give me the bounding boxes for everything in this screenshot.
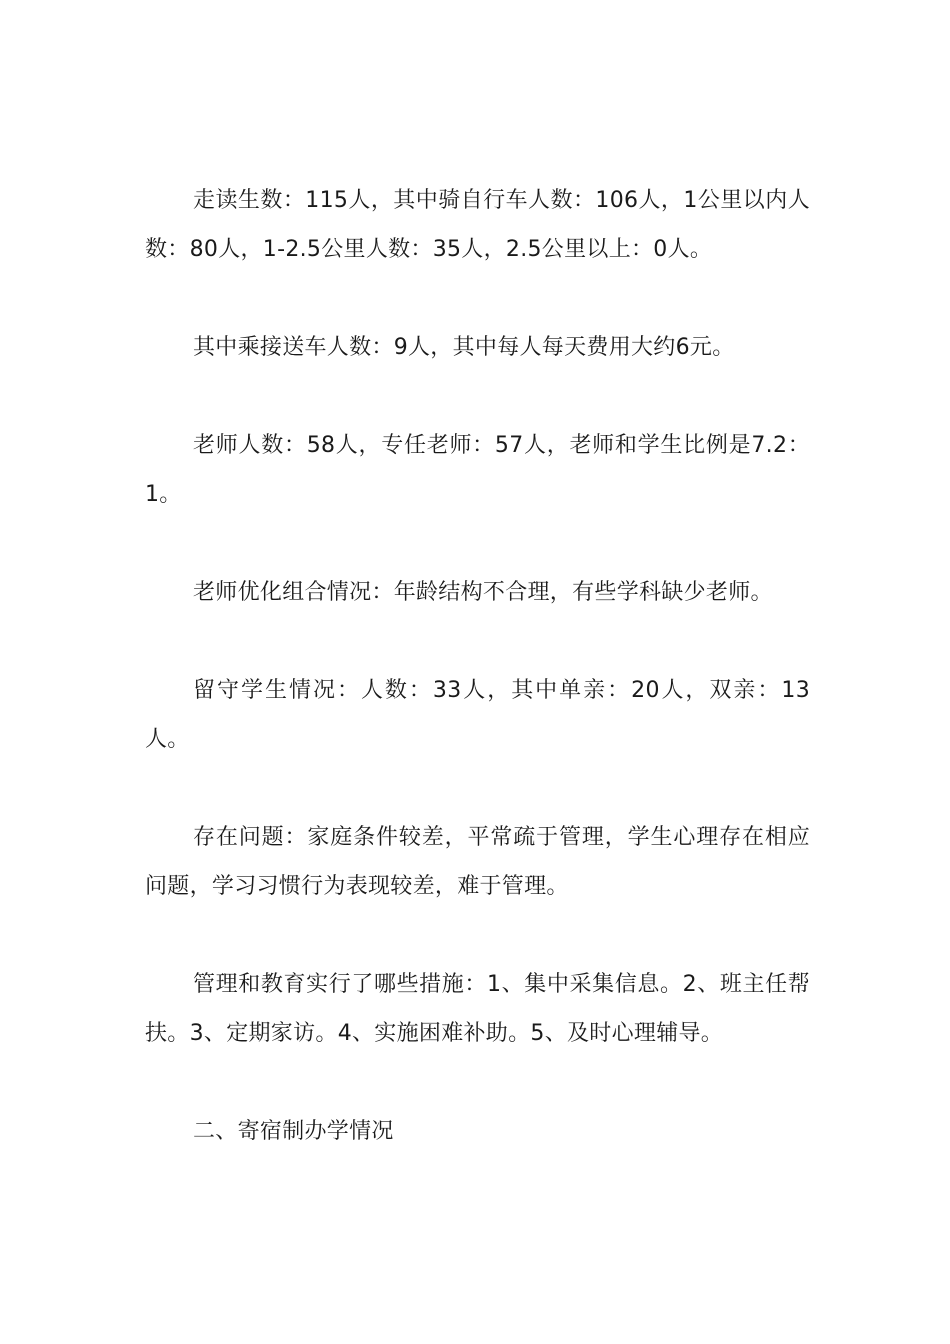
section-heading-boarding: 二、寄宿制办学情况	[193, 1119, 394, 1144]
paragraph-teacher-count: 老师人数：58人，专任老师：57人，老师和学生比例是7.2：1。	[145, 433, 810, 507]
paragraph-teacher-structure: 老师优化组合情况：年龄结构不合理，有些学科缺少老师。	[193, 580, 773, 605]
document-body	[145, 176, 810, 1205]
paragraph-shuttle-bus: 其中乘接送车人数：9人，其中每人每天费用大约6元。	[193, 335, 735, 360]
paragraph-left-behind-students: 留守学生情况：人数：33人，其中单亲：20人，双亲：13人。	[145, 678, 810, 752]
paragraph-day-students: 走读生数：115人，其中骑自行车人数：106人，1公里以内人数：80人，1-2.5公里人数：35人，2.5公里以上：0人。	[145, 188, 810, 262]
paragraph-management-measures: 管理和教育实行了哪些措施：1、集中采集信息。2、班主任帮扶。3、定期家访。4、实施困难补助。5、及时心理辅导。	[145, 972, 810, 1046]
paragraph-existing-problems: 存在问题：家庭条件较差，平常疏于管理，学生心理存在相应问题，学习习惯行为表现较差，难于管理。	[145, 825, 810, 899]
